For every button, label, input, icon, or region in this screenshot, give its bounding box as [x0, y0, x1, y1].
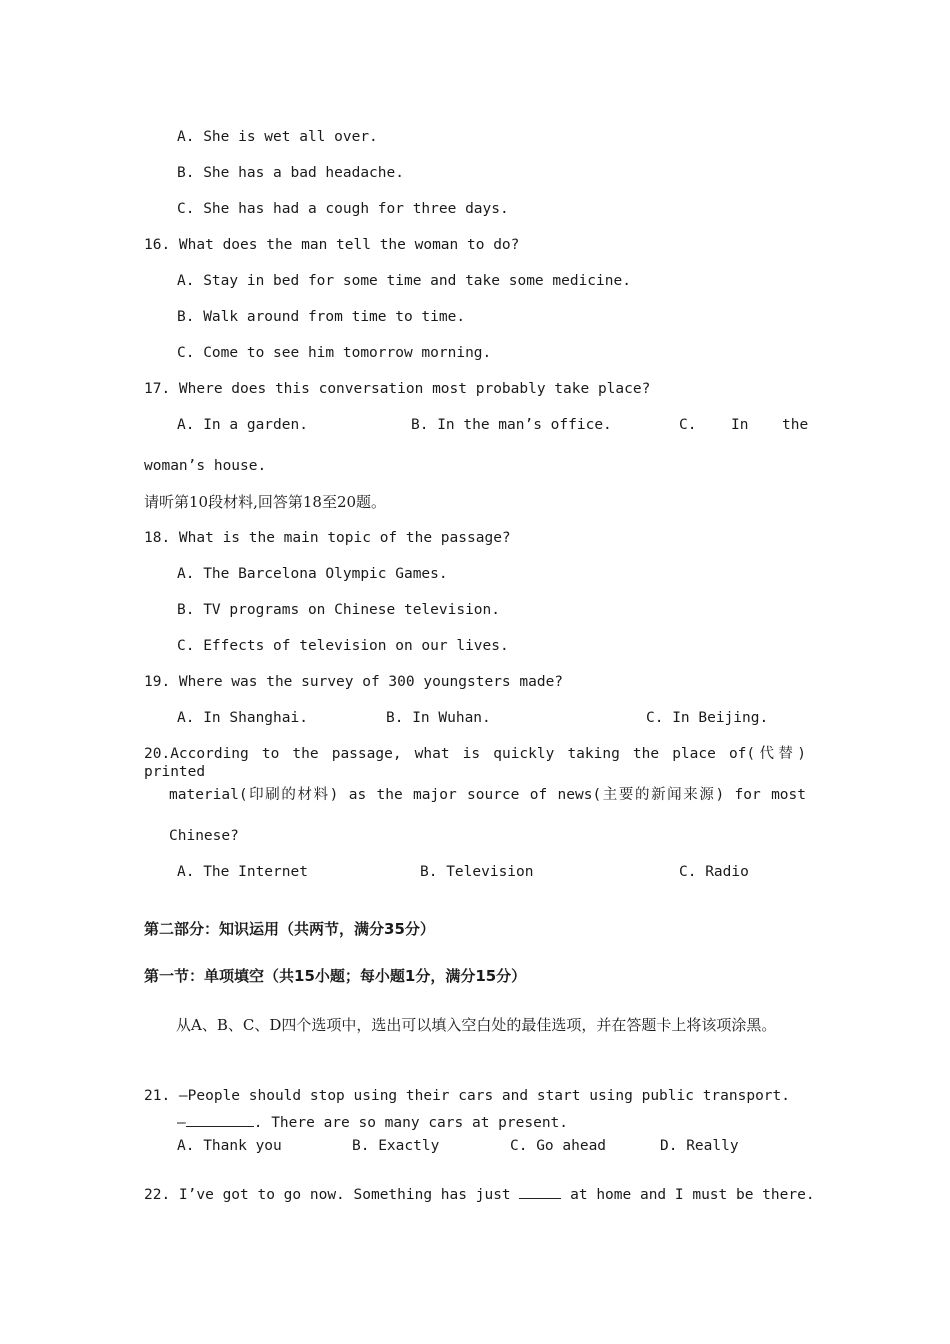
q21-stem: 21. —People should stop using their cars and start using public transport.	[144, 1088, 791, 1104]
section1-heading: 第一节：单项填空（共15小题；每小题1分，满分15分）	[144, 967, 527, 985]
q17-option-c-word2: the	[782, 417, 809, 433]
q22-stem-part2: at home and I must be there.	[570, 1187, 815, 1203]
q21-option-d: D. Really	[660, 1138, 739, 1154]
section10-instruction: 请听第10段材料,回答第18至20题。	[144, 493, 387, 511]
q19-option-a: A. In Shanghai.	[177, 710, 308, 726]
section1-instruction: 从A、B、C、D四个选项中，选出可以填入空白处的最佳选项，并在答题卡上将该项涂黑。	[176, 1016, 777, 1034]
q22-stem-part1: 22. I’ve got to go now. Something has just	[144, 1187, 511, 1203]
q17-option-c-word1: In	[731, 417, 749, 433]
q21-reply-text: . There are so many cars at present.	[253, 1115, 569, 1131]
q21-reply	[177, 1112, 568, 1132]
q21-option-c: C. Go ahead	[510, 1138, 607, 1154]
q20-option-a: A. The Internet	[177, 864, 308, 880]
q22-blank[interactable]	[519, 1184, 561, 1199]
q19-option-b: B. In Wuhan.	[386, 710, 491, 726]
q16-option-a: A. Stay in bed for some time and take some medicine.	[177, 273, 631, 289]
q21-option-b: B. Exactly	[352, 1138, 440, 1154]
q21-reply-dash: —	[177, 1115, 186, 1131]
q22-stem	[144, 1184, 815, 1204]
q20-stem-line2: material(印刷的材料) as the major source of news(主要的新闻来源) for most	[169, 787, 806, 803]
q20-stem-line1: 20.According to the passage, what is quickly taking the place of(代替) printed	[144, 746, 806, 780]
q20-stem-line3: Chinese?	[169, 828, 239, 844]
q16-option-c: C. Come to see him tomorrow morning.	[177, 345, 492, 361]
q21-option-a: A. Thank you	[177, 1138, 282, 1154]
q15-option-c: C. She has had a cough for three days.	[177, 201, 509, 217]
q17-option-c-continuation: woman’s house.	[144, 458, 267, 474]
q19-stem: 19. Where was the survey of 300 youngsters made?	[144, 674, 564, 690]
q17-stem: 17. Where does this conversation most probably take place?	[144, 381, 651, 397]
q20-option-c: C. Radio	[679, 864, 749, 880]
q16-stem: 16. What does the man tell the woman to do?	[144, 237, 520, 253]
q17-option-c-letter: C.	[679, 417, 697, 433]
q18-option-c: C. Effects of television on our lives.	[177, 638, 509, 654]
q15-option-a: A. She is wet all over.	[177, 129, 378, 145]
q17-option-b: B. In the man’s office.	[411, 417, 612, 433]
q19-option-c: C. In Beijing.	[646, 710, 769, 726]
q18-option-a: A. The Barcelona Olympic Games.	[177, 566, 448, 582]
q20-option-b: B. Television	[420, 864, 534, 880]
q21-blank[interactable]	[186, 1112, 254, 1127]
part2-heading: 第二部分：知识运用（共两节，满分35分）	[144, 920, 435, 938]
q15-option-b: B. She has a bad headache.	[177, 165, 404, 181]
q17-option-a: A. In a garden.	[177, 417, 308, 433]
q16-option-b: B. Walk around from time to time.	[177, 309, 466, 325]
q18-stem: 18. What is the main topic of the passage?	[144, 530, 511, 546]
q18-option-b: B. TV programs on Chinese television.	[177, 602, 501, 618]
